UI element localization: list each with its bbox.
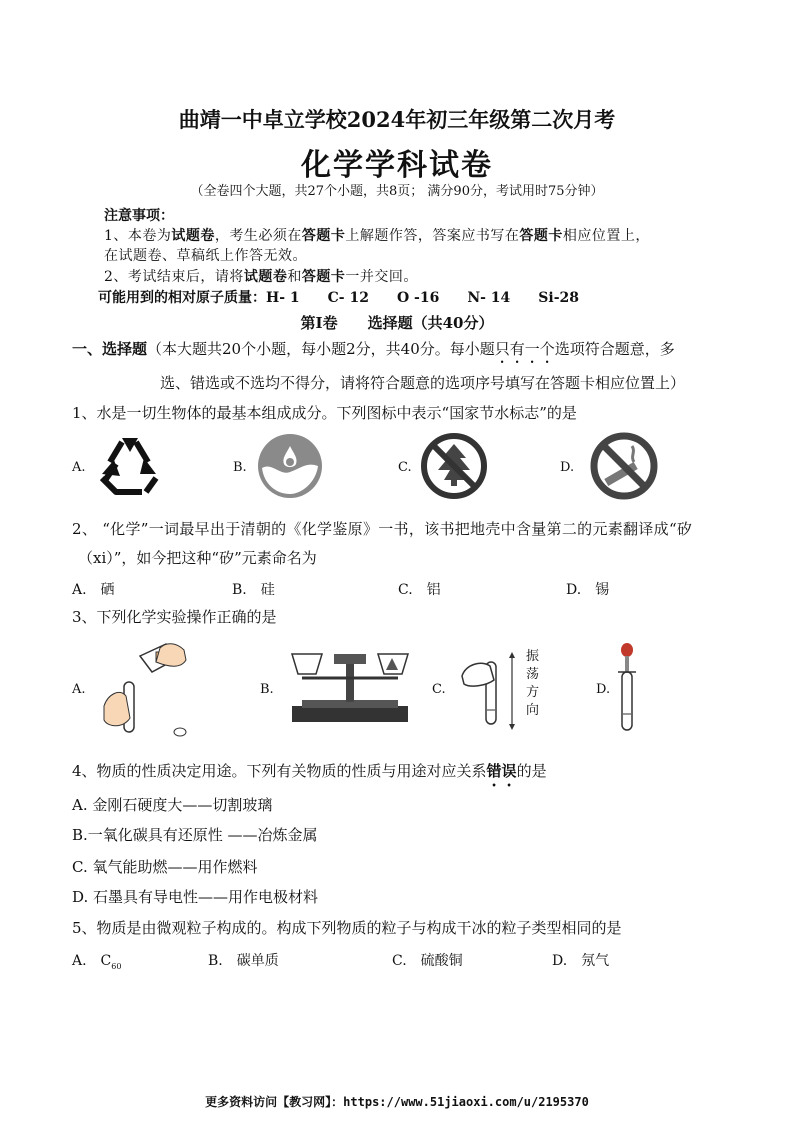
q4-option-d: D. 石墨具有导电性——用作电极材料 (72, 888, 319, 906)
q2-option-b: B. 硅 (232, 582, 275, 598)
q5-option-a: A. $C_{60}$ (72, 953, 122, 971)
q5-option-c: C. 硫酸铜 (392, 953, 463, 969)
footer-resource-link[interactable]: 更多资料访问【教习网】：https://www.51jiaoxi.com/u/2195370 (205, 1095, 589, 1109)
q1-label-d: D. (560, 460, 575, 475)
q2-option-d: D. 锡 (566, 582, 610, 598)
notes-heading: 注意事项： (104, 208, 174, 224)
atomic-mass-line: 可能用到的相对原子质量：H- 1 C- 12 O -16 N- 14 Si-28 (98, 290, 580, 306)
q2-stem-line2: （xi）”，如今把这种“矽”元素命名为 (78, 549, 317, 567)
dropper-figure (612, 642, 642, 734)
part-description: 一、选择题（本大题共20个小题，每小题2分，共40分。每小题只有一个选项符合题意，多 (72, 340, 675, 358)
no-logging-icon (420, 432, 488, 500)
q1-label-a: A. (72, 460, 86, 475)
q4-option-c: C. 氧气能助燃——用作燃料 (72, 858, 258, 876)
exam-school-title: 曲靖一中卓立学校2024年初三年级第二次月考 (178, 107, 616, 132)
q1-stem: 1、水是一切生物体的最基本组成成分。下列图标中表示“国家节水标志”的是 (72, 404, 577, 422)
note-1: 1、本卷为试题卷，考生必须在答题卡上解题作答，答案应书写在答题卡相应位置上， (104, 228, 650, 244)
shake-direction-label: 振 荡 方 向 (526, 649, 540, 718)
q4-option-a: A. 金刚石硬度大——切割玻璃 (72, 796, 273, 814)
exam-info: （全卷四个大题，共27个小题，共8页； 满分90分，考试用时75分钟） (190, 184, 604, 199)
q1-label-b: B. (233, 460, 247, 475)
part-description-line2: 选、错选或不选均不得分，请将符合题意的选项序号填写在答题卡相应位置上） (160, 374, 686, 392)
q3-label-c: C. (432, 682, 446, 697)
recycle-icon (94, 434, 164, 498)
q5-option-b: B. 碳单质 (208, 953, 279, 969)
q3-label-a: A. (72, 682, 86, 697)
section-title: 第Ⅰ卷 选择题（共40分） (300, 314, 494, 332)
q3-label-b: B. (260, 682, 274, 697)
no-smoking-icon (590, 432, 658, 500)
q3-stem: 3、下列化学实验操作正确的是 (72, 608, 277, 626)
q3-label-d: D. (596, 682, 611, 697)
note-1-line2: 在试题卷、草稿纸上作答无效。 (104, 248, 307, 264)
exam-subject-title: 化学学科试卷 (301, 148, 493, 183)
q5-stem: 5、物质是由微观粒子构成的。构成下列物质的粒子与构成干冰的粒子类型相同的是 (72, 919, 622, 937)
q4-stem: 4、物质的性质决定用途。下列有关物质的性质与用途对应关系错误的是 (72, 762, 547, 780)
q2-stem-line1: 2、 “化学”一词最早出于清朝的《化学鉴原》一书，该书把地壳中含量第二的元素翻译成“矽 (72, 520, 693, 538)
pouring-liquid-figure (96, 636, 196, 742)
water-saving-icon (256, 432, 324, 500)
q1-label-c: C. (398, 460, 412, 475)
shaking-test-tube-figure (456, 650, 516, 730)
q4-option-b: B.一氧化碳具有还原性 ——冶炼金属 (72, 826, 318, 844)
q2-option-c: C. 铝 (398, 582, 441, 598)
q5-option-d: D. 氖气 (552, 953, 610, 969)
q2-option-a: A. 硒 (72, 582, 115, 598)
note-2: 2、考试结束后，请将试题卷和答题卡一并交回。 (104, 269, 418, 285)
balance-scale-figure (282, 644, 418, 728)
